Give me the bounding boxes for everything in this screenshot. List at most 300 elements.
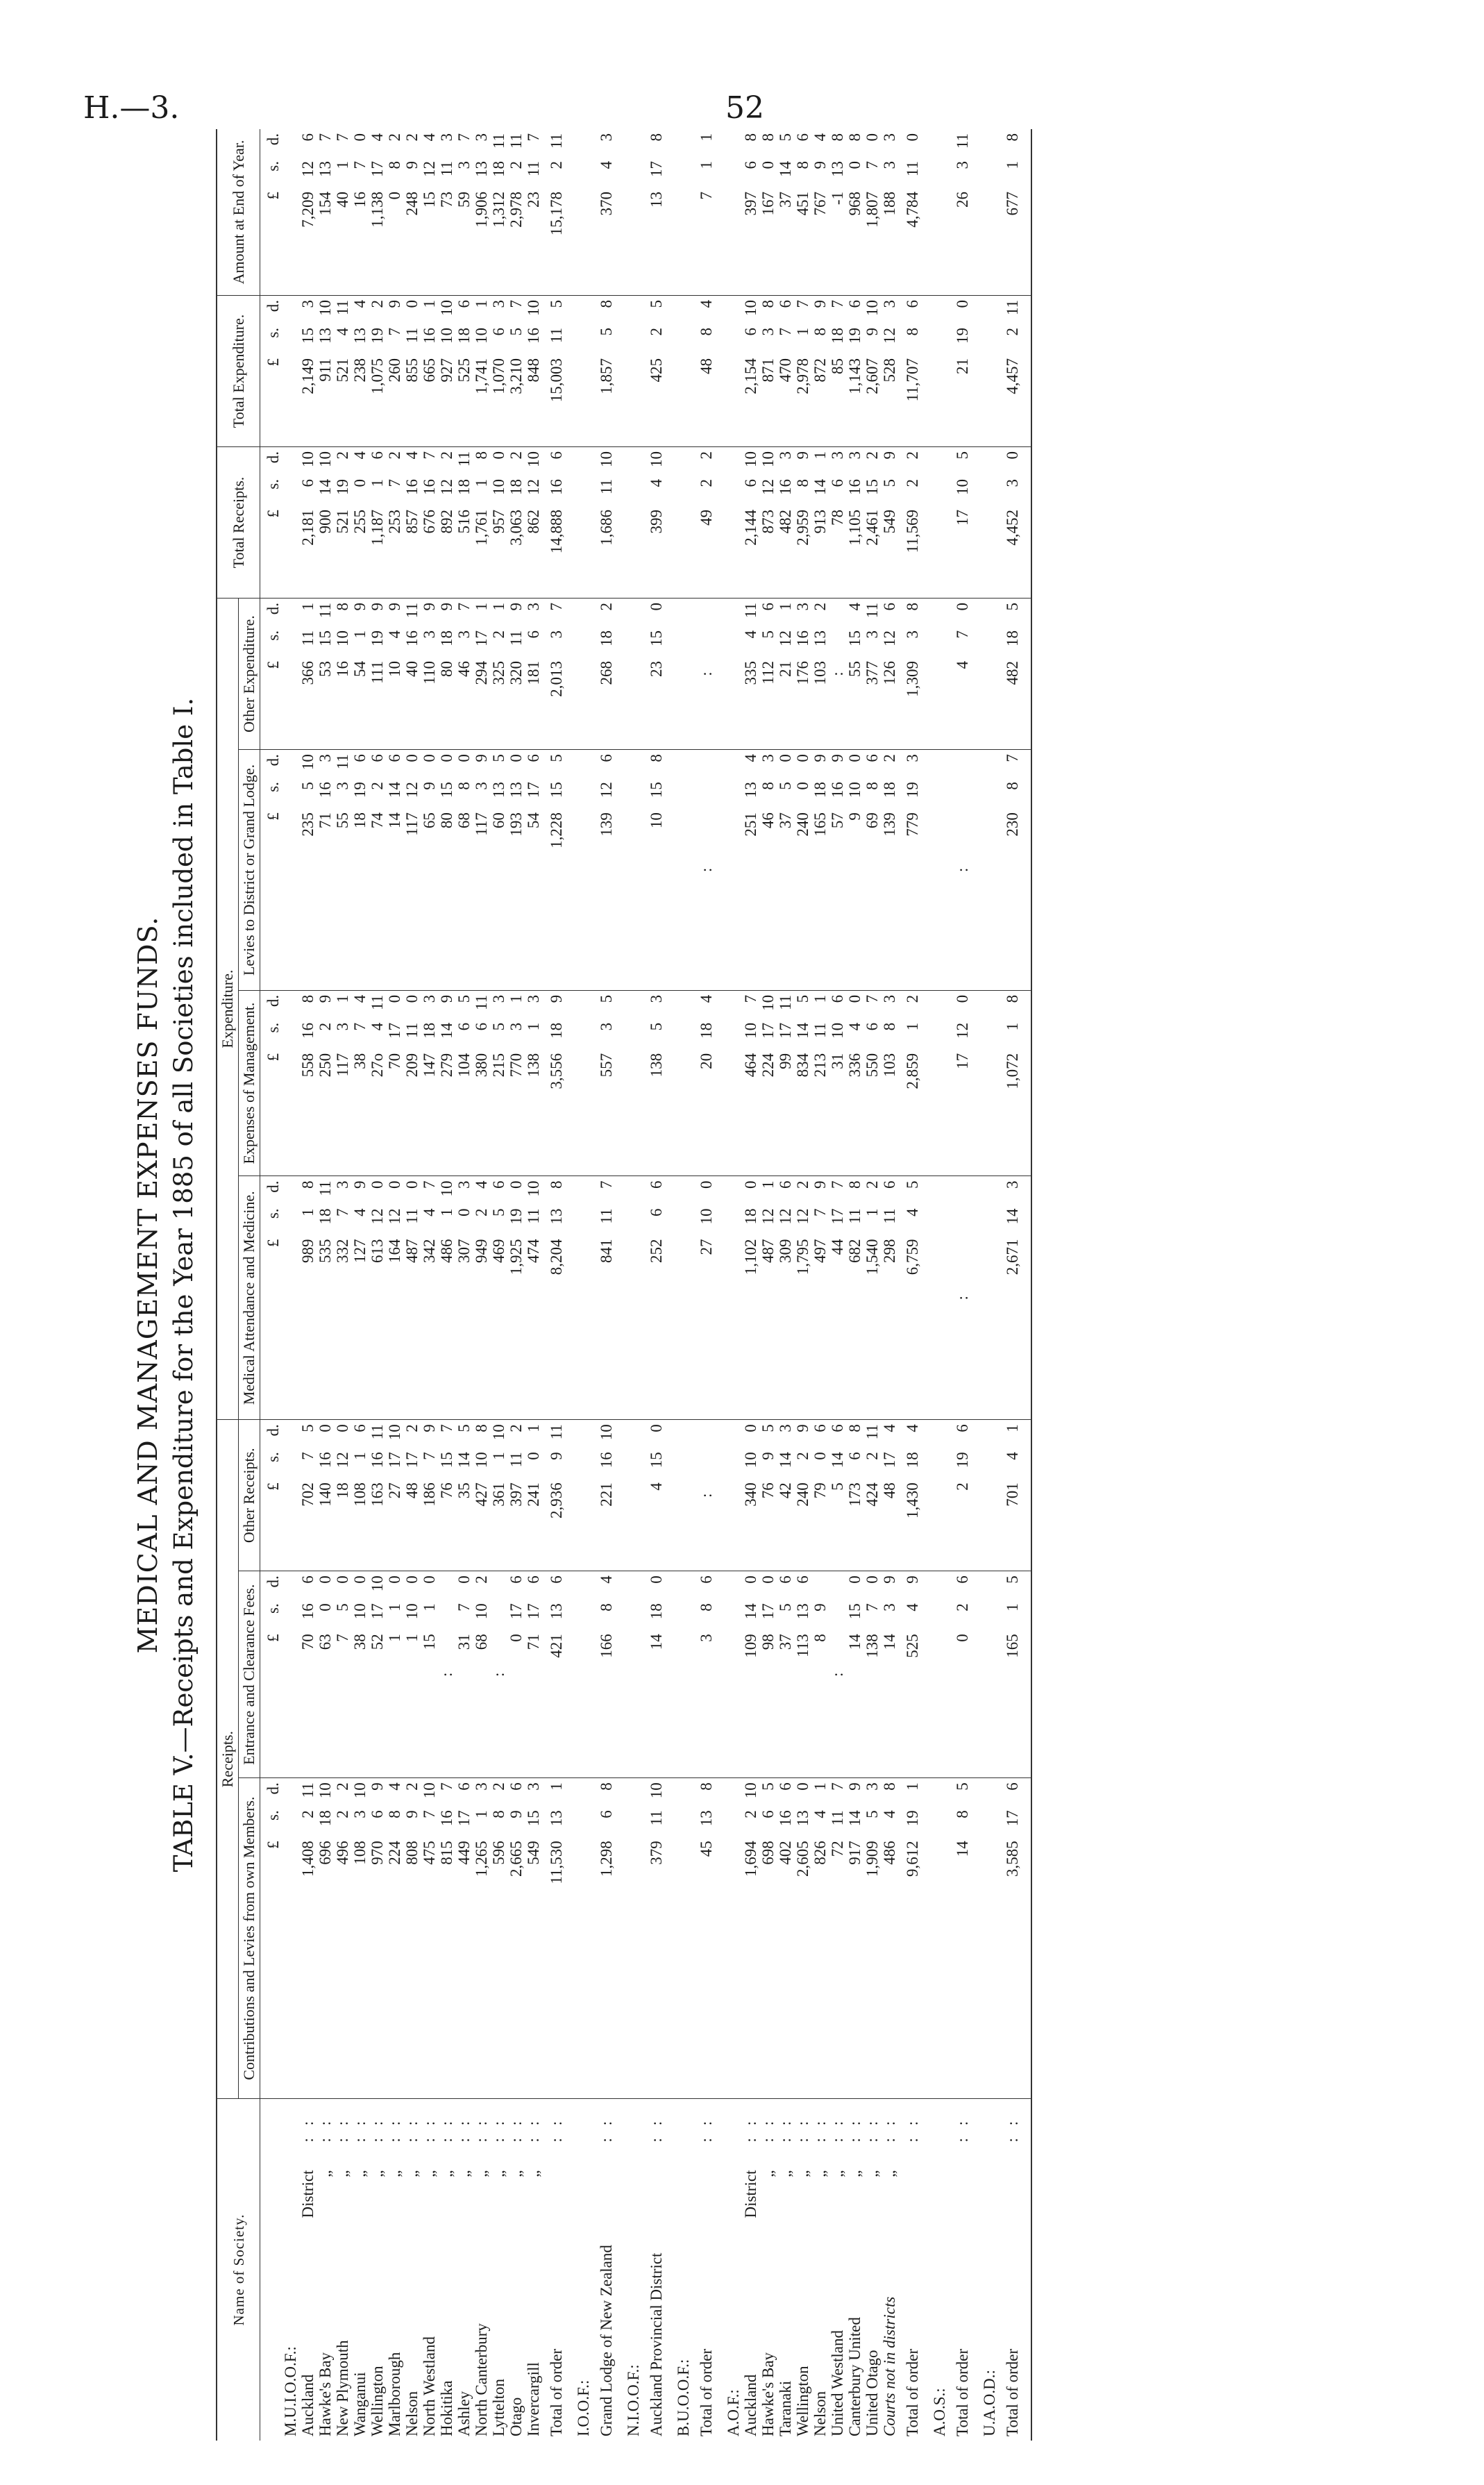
pounds: 2,144 xyxy=(742,510,759,546)
pence: 4 xyxy=(386,1782,403,1791)
lsd-group xyxy=(548,995,565,1172)
pence: 0 xyxy=(648,1424,665,1432)
shillings: 5 xyxy=(299,782,317,790)
money-cell xyxy=(794,750,811,991)
money-cell xyxy=(455,1420,473,1571)
lsd-group xyxy=(777,995,794,1172)
money-cell xyxy=(777,1778,794,2099)
lsd-group xyxy=(438,300,455,442)
lsd-group xyxy=(794,995,811,1172)
pence: 3 xyxy=(525,994,542,1003)
pence: 0 xyxy=(438,754,455,762)
pounds: 37 xyxy=(777,1634,794,1650)
shillings: 1 xyxy=(904,1022,921,1031)
pounds: 186 xyxy=(421,1482,438,1507)
pence: 6 xyxy=(904,299,921,308)
shillings: 1 xyxy=(351,630,369,639)
shillings: 3 xyxy=(881,1603,898,1612)
pence: 11 xyxy=(490,133,507,149)
lsd-group xyxy=(317,300,334,442)
pounds: 397 xyxy=(742,192,759,216)
money-cell xyxy=(525,129,542,295)
pounds: 379 xyxy=(648,1841,665,1865)
pence: 0 xyxy=(317,1575,334,1584)
shillings: 0 xyxy=(317,1603,334,1612)
empty-cell xyxy=(931,129,948,295)
lsd-group xyxy=(904,451,921,594)
society-label: Invercargill xyxy=(525,2362,542,2436)
pence: 2 xyxy=(334,1782,351,1791)
pounds: 767 xyxy=(811,192,829,216)
shillings: 17 xyxy=(881,1452,898,1469)
pounds: 469 xyxy=(490,1239,507,1263)
pounds: 37 xyxy=(777,812,794,829)
pence: 10 xyxy=(742,1782,759,1799)
lsd-group xyxy=(954,1424,971,1566)
pounds: 60 xyxy=(490,812,507,829)
pounds: 48 xyxy=(403,1482,421,1499)
money-cell xyxy=(299,295,317,446)
shillings: 13 xyxy=(473,161,490,177)
pounds: 3,556 xyxy=(548,1053,565,1089)
shillings: 18 xyxy=(455,327,473,344)
pence: 8 xyxy=(846,133,863,142)
pounds: 475 xyxy=(421,1841,438,1865)
society-name xyxy=(525,2099,542,2441)
pence: 11 xyxy=(299,1782,317,1798)
ditto-mark: „ xyxy=(507,2170,525,2177)
lsd-group xyxy=(334,451,351,594)
pounds: 240 xyxy=(794,812,811,837)
money-cell xyxy=(811,599,829,750)
money-cell xyxy=(794,129,811,295)
money-cell xyxy=(742,1778,759,2099)
ditto-mark: „ xyxy=(759,2170,777,2177)
pounds: 27o xyxy=(369,1053,386,1078)
total-row xyxy=(692,129,725,2441)
money-cell xyxy=(369,129,386,295)
money-cell xyxy=(542,129,575,295)
pounds: 139 xyxy=(881,812,898,837)
lsd-group xyxy=(742,754,759,986)
shillings: 12 xyxy=(438,479,455,495)
pounds: 38 xyxy=(351,1634,369,1650)
pence: 2 xyxy=(403,1424,421,1432)
pounds: 46 xyxy=(759,812,777,829)
money-cell xyxy=(490,1420,507,1571)
pence: 9 xyxy=(846,1782,863,1791)
pounds: 841 xyxy=(598,1239,615,1263)
pounds: 1,741 xyxy=(473,358,490,394)
pounds: 23 xyxy=(525,192,542,208)
pounds: 48 xyxy=(698,358,715,374)
pounds: 165 xyxy=(1004,1634,1021,1658)
pounds: 48 xyxy=(881,1482,898,1499)
pounds: 873 xyxy=(759,510,777,534)
lsd-group xyxy=(954,451,971,594)
pounds: 424 xyxy=(863,1482,881,1507)
money-cell xyxy=(777,129,794,295)
units-row xyxy=(260,129,283,2441)
shillings: 19 xyxy=(954,1452,971,1469)
shillings: 13 xyxy=(317,327,334,344)
money-cell xyxy=(421,1571,438,1778)
pence: 11 xyxy=(369,1424,386,1440)
pounds: 117 xyxy=(334,1053,351,1077)
pence: 6 xyxy=(1004,1782,1021,1791)
unit-pound: £ xyxy=(264,1053,282,1062)
money-cell xyxy=(998,295,1031,446)
money-cell xyxy=(759,129,777,295)
lsd-group xyxy=(777,451,794,594)
pence: 7 xyxy=(1004,754,1021,762)
shillings: 15 xyxy=(846,1603,863,1620)
shillings: 3 xyxy=(598,1022,615,1031)
pounds: 2,149 xyxy=(299,358,317,394)
money-cell xyxy=(525,1176,542,1420)
pounds: 65 xyxy=(421,812,438,829)
shillings: 19 xyxy=(369,327,386,344)
society-label: United Westland xyxy=(829,2330,846,2436)
lsd-units xyxy=(264,1575,282,1773)
shillings: 5 xyxy=(334,1603,351,1612)
group-heading: A.O.F.: xyxy=(725,2389,742,2436)
money-cell xyxy=(507,750,525,991)
money-cell xyxy=(948,295,981,446)
pence: 3 xyxy=(317,754,334,762)
lsd-group xyxy=(386,451,403,594)
shillings: 18 xyxy=(438,630,455,647)
money-cell xyxy=(438,1778,455,2099)
pence: 9 xyxy=(369,603,386,611)
empty-cell xyxy=(282,447,299,599)
shillings: 19 xyxy=(904,1810,921,1827)
pounds: 425 xyxy=(648,358,665,383)
lsd-group xyxy=(403,1575,421,1773)
table-row xyxy=(299,129,317,2441)
lsd-group xyxy=(759,603,777,745)
pence: 6 xyxy=(811,1424,829,1432)
unit-shilling: s. xyxy=(264,1603,282,1614)
pounds: 487 xyxy=(759,1239,777,1263)
money-cell xyxy=(334,1420,351,1571)
unit-pound: £ xyxy=(264,358,282,367)
shillings: 11 xyxy=(648,1810,665,1826)
lsd-group xyxy=(759,754,777,986)
shillings: 10 xyxy=(742,1022,759,1039)
pence: 0 xyxy=(455,754,473,762)
shillings: 0 xyxy=(759,161,777,169)
money-cell xyxy=(351,1571,369,1778)
shillings: 2 xyxy=(369,782,386,790)
money-cell xyxy=(351,295,369,446)
pounds: 23 xyxy=(648,661,665,678)
pence: 5 xyxy=(777,133,794,142)
lsd-group xyxy=(904,995,921,1172)
pounds: 848 xyxy=(525,358,542,383)
money-cell xyxy=(829,1778,846,2099)
money-cell xyxy=(881,990,898,1176)
money-cell xyxy=(334,1176,351,1420)
lsd-group xyxy=(351,1180,369,1415)
society-label: Taranaki xyxy=(777,2380,794,2436)
leader-dots: : : xyxy=(598,2117,615,2143)
lsd-group xyxy=(351,995,369,1172)
money-cell xyxy=(742,599,759,750)
lsd-group xyxy=(525,995,542,1172)
pence: 10 xyxy=(299,754,317,771)
shillings: 1 xyxy=(299,1208,317,1216)
shillings: 16 xyxy=(777,1810,794,1827)
total-label xyxy=(642,2099,675,2441)
shillings: 9 xyxy=(421,782,438,790)
pence: 5 xyxy=(954,1782,971,1791)
pounds: -1 xyxy=(829,192,846,206)
lsd-group xyxy=(829,1424,846,1566)
shillings: 12 xyxy=(777,1208,794,1225)
lsd-group xyxy=(954,300,971,442)
shillings: 2 xyxy=(794,1452,811,1460)
group-heading: M.U.I.O.O.F.: xyxy=(282,2346,299,2436)
shillings: 12 xyxy=(881,327,898,344)
lsd-group xyxy=(863,300,881,442)
pence: 1 xyxy=(811,451,829,460)
lsd-group xyxy=(507,451,525,594)
shillings: 11 xyxy=(403,327,421,344)
empty-cell xyxy=(625,1571,642,1778)
pence: 11 xyxy=(863,603,881,619)
pounds: 464 xyxy=(742,1053,759,1078)
empty-cell xyxy=(282,750,299,991)
lsd-group xyxy=(742,133,759,291)
empty-cell xyxy=(575,295,592,446)
money-cell xyxy=(948,750,981,991)
leader-dots: : : xyxy=(334,2117,351,2143)
lsd-group xyxy=(421,1180,438,1415)
ditto-mark: „ xyxy=(811,2170,829,2177)
empty-cell xyxy=(675,599,692,750)
shillings: 18 xyxy=(317,1810,334,1827)
pounds: 550 xyxy=(863,1053,881,1078)
shillings: 6 xyxy=(742,161,759,169)
pounds: 927 xyxy=(438,358,455,383)
empty-cell xyxy=(575,1176,592,1420)
total-text: Total of order xyxy=(548,2348,565,2436)
money-cell xyxy=(438,447,455,599)
lsd-group xyxy=(881,133,898,291)
pounds: 516 xyxy=(455,510,473,534)
money-cell xyxy=(369,1778,386,2099)
pence: 9 xyxy=(386,299,403,308)
pounds: 4 xyxy=(954,661,971,669)
pence: 6 xyxy=(846,299,863,308)
shillings: 17 xyxy=(507,1603,525,1620)
money-cell xyxy=(351,1778,369,2099)
money-cell xyxy=(948,1176,981,1420)
pence: 11 xyxy=(455,451,473,467)
lsd-group xyxy=(473,1180,490,1415)
lsd-group xyxy=(811,1424,829,1566)
shillings: 18 xyxy=(698,1022,715,1039)
empty-cell xyxy=(981,1571,998,1778)
unit-pence: d. xyxy=(264,1424,282,1437)
lsd-group xyxy=(490,603,507,745)
pounds: 482 xyxy=(1004,661,1021,685)
shillings: 18 xyxy=(455,479,473,495)
money-cell xyxy=(507,447,525,599)
leader-dots: : : xyxy=(829,2117,846,2143)
pounds: 549 xyxy=(881,510,898,534)
pounds: 2,978 xyxy=(507,192,525,228)
pence: 9 xyxy=(811,1180,829,1189)
shillings: 8 xyxy=(698,1603,715,1612)
money-cell xyxy=(542,599,575,750)
pence: 9 xyxy=(438,603,455,611)
pounds: 113 xyxy=(794,1634,811,1657)
money-cell xyxy=(811,1571,829,1778)
table-row xyxy=(881,129,898,2441)
shillings: 17 xyxy=(455,1810,473,1827)
ditto-mark: „ xyxy=(473,2170,490,2177)
lsd-group xyxy=(299,300,317,442)
money-cell xyxy=(525,1420,542,1571)
lsd-group xyxy=(742,300,759,442)
ditto-mark: „ xyxy=(794,2170,811,2177)
shillings: 11 xyxy=(507,1452,525,1468)
shillings: 1 xyxy=(490,1452,507,1460)
pounds: 325 xyxy=(490,661,507,685)
pounds: 1,906 xyxy=(473,192,490,228)
pence: 2 xyxy=(386,451,403,460)
money-cell xyxy=(794,599,811,750)
leader-dots: : : xyxy=(648,2117,665,2143)
pence: 6 xyxy=(777,1575,794,1584)
shillings: 1 xyxy=(369,479,386,487)
pounds: 525 xyxy=(455,358,473,383)
money-cell xyxy=(642,129,675,295)
lsd-group xyxy=(648,1575,665,1773)
empty-cell xyxy=(575,447,592,599)
lsd-group xyxy=(904,1180,921,1415)
shillings: 7 xyxy=(421,1452,438,1460)
pounds: 14 xyxy=(648,1634,665,1650)
leader-dots: : : xyxy=(698,2117,715,2143)
money-cell xyxy=(542,1420,575,1571)
money-cell xyxy=(811,1176,829,1420)
pounds: 268 xyxy=(598,661,615,685)
blank-dots: : xyxy=(954,1296,971,1300)
shillings: 16 xyxy=(299,1022,317,1039)
lsd-group xyxy=(811,995,829,1172)
shillings: 5 xyxy=(777,1603,794,1612)
ditto-mark: „ xyxy=(881,2170,898,2177)
unit-shilling: s. xyxy=(264,161,282,171)
money-cell xyxy=(881,1571,898,1778)
shillings: 10 xyxy=(490,479,507,495)
units-cell xyxy=(260,295,283,446)
money-cell xyxy=(592,295,625,446)
pounds: 188 xyxy=(881,192,898,216)
pounds: 230 xyxy=(1004,812,1021,837)
pence: 11 xyxy=(369,994,386,1010)
leader-dots: : : xyxy=(369,2117,386,2143)
lsd-units xyxy=(264,1782,282,2094)
lsd-group xyxy=(525,300,542,442)
lsd-group xyxy=(1004,995,1021,1172)
pounds: 240 xyxy=(794,1482,811,1507)
lsd-group xyxy=(759,1424,777,1566)
pence: 8 xyxy=(881,1782,898,1791)
money-cell xyxy=(507,1778,525,2099)
lsd-group xyxy=(334,754,351,986)
money-cell xyxy=(507,1176,525,1420)
empty-cell xyxy=(981,750,998,991)
lsd-group xyxy=(829,451,846,594)
leader-dots: : : xyxy=(473,2117,490,2143)
society-name xyxy=(794,2099,811,2441)
pounds: 14,888 xyxy=(548,510,565,554)
pence: 11 xyxy=(548,133,565,149)
lsd-group xyxy=(369,1424,386,1566)
shillings: 3 xyxy=(1004,479,1021,487)
pence: 10 xyxy=(525,1180,542,1197)
money-cell xyxy=(829,447,846,599)
money-cell xyxy=(948,129,981,295)
pounds: 15,003 xyxy=(548,358,565,403)
pounds: 111 xyxy=(369,661,386,684)
shillings: 12 xyxy=(403,782,421,798)
empty-cell xyxy=(625,599,642,750)
pence: 11 xyxy=(742,603,759,619)
empty-cell xyxy=(675,750,692,991)
pence: 0 xyxy=(954,994,971,1003)
pence: 9 xyxy=(829,754,846,762)
pounds: 279 xyxy=(438,1053,455,1078)
shillings: 7 xyxy=(954,630,971,639)
pounds: 1,312 xyxy=(490,192,507,228)
pounds: 397 xyxy=(507,1482,525,1507)
pence: 4 xyxy=(351,994,369,1003)
lsd-group xyxy=(863,133,881,291)
pounds: 2,671 xyxy=(1004,1239,1021,1275)
pounds: 126 xyxy=(881,661,898,685)
lsd-group xyxy=(507,1180,525,1415)
pence: 6 xyxy=(829,1424,846,1432)
pounds: 2,605 xyxy=(794,1841,811,1877)
money-cell xyxy=(829,1571,846,1778)
pence: 1 xyxy=(473,299,490,308)
pounds: 949 xyxy=(473,1239,490,1263)
lsd-group xyxy=(369,1180,386,1415)
pounds: 71 xyxy=(525,1634,542,1650)
society-label: Wanganui xyxy=(351,2372,369,2436)
pounds: 55 xyxy=(846,661,863,678)
shillings: 15 xyxy=(317,630,334,647)
lsd-group xyxy=(473,133,490,291)
money-cell xyxy=(421,1176,438,1420)
pence: 9 xyxy=(438,994,455,1003)
pence: 8 xyxy=(548,1180,565,1189)
lsd-group xyxy=(403,1782,421,2094)
money-cell xyxy=(490,1778,507,2099)
shillings: 18 xyxy=(421,1022,438,1039)
total-label xyxy=(692,2099,725,2441)
lsd-group xyxy=(455,300,473,442)
lsd-group xyxy=(863,1782,881,2094)
pence: 8 xyxy=(846,1180,863,1189)
money-cell xyxy=(525,599,542,750)
pence: 2 xyxy=(507,1424,525,1432)
